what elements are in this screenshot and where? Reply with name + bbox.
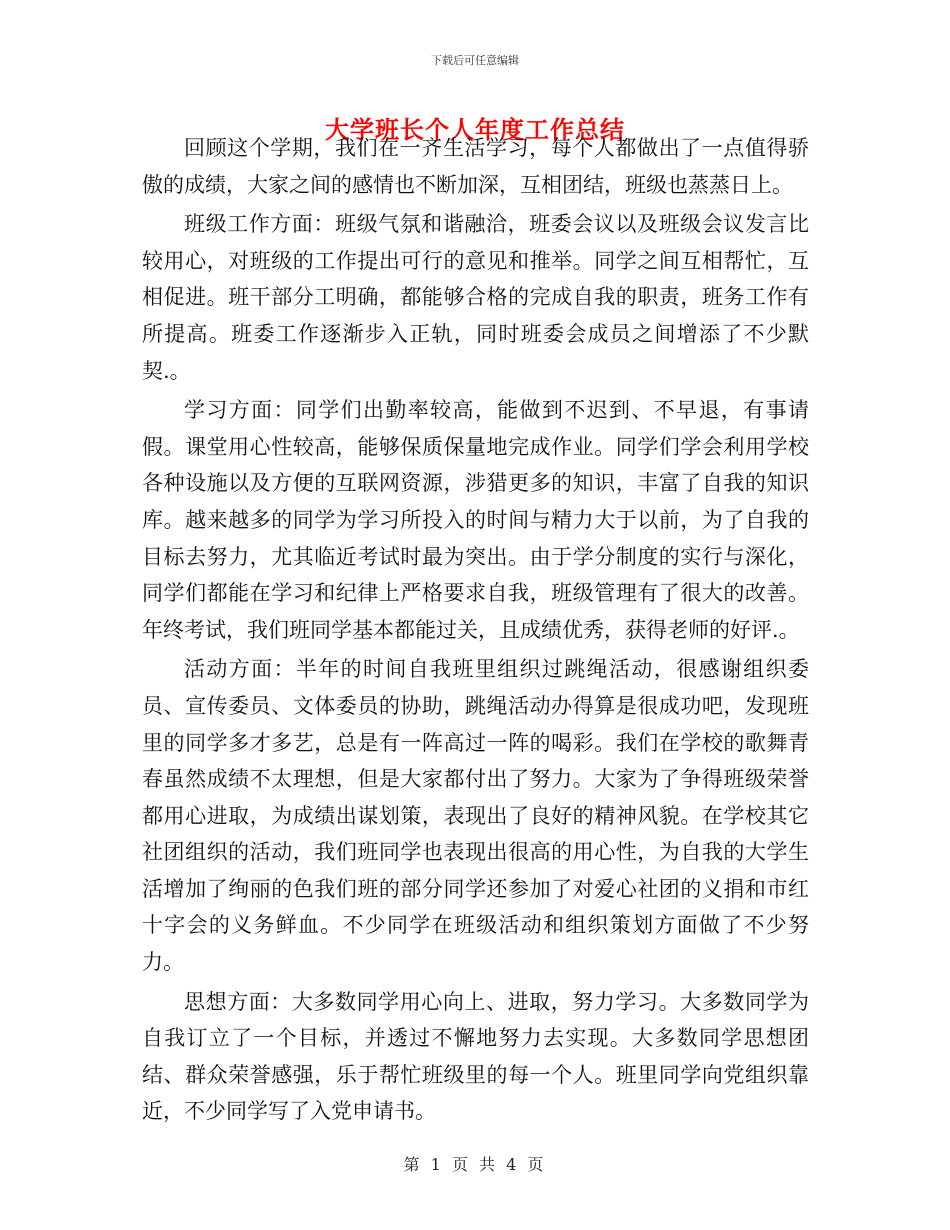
paragraph-thought: 思想方面：大多数同学用心向上、进取，努力学习。大多数同学为自我订立了一个目标，并透过不懈地努力去实现。大多数同学思想团结、群众荣誉感强，乐于帮忙班级里的每一个人。班里同学向党组织靠近，不少同学写了入党申请书。 (142, 989, 809, 1124)
paragraph-activities: 活动方面：半年的时间自我班里组织过跳绳活动，很感谢组织委员、宣传委员、文体委员的协助，跳绳活动办得算是很成功吧，发现班里的同学多才多艺，总是有一阵高过一阵的喝彩。我们在学校的歌舞青春虽然成绩不太理想，但是大家都付出了努力。大家为了争得班级荣誉都用心进取，为成绩出谋划策，表现出了良好的精神风貌。在学校其它社团组织的活动，我们班同学也表现出很高的用心性，为自我的大学生活增加了绚丽的色我们班的部分同学还参加了对爱心社团的义捐和市红十字会的义务鲜血。不少同学在班级活动和组织策划方面做了不少努力。 (142, 657, 809, 975)
paragraph-intro: 回顾这个学期，我们在一齐生活学习，每个人都做出了一点值得骄傲的成绩，大家之间的感情也不断加深，互相团结，班级也蒸蒸日上。 (142, 136, 809, 197)
page-number: 第 1 页 共 4 页 (403, 1155, 547, 1174)
document-body (142, 130, 809, 1133)
paragraph-class-work: 班级工作方面：班级气氛和谐融洽，班委会议以及班级会议发言比较用心，对班级的工作提出可行的意见和推举。同学之间互相帮忙，互相促进。班干部分工明确，都能够合格的完成自我的职责，班务工作有所提高。班委工作逐渐步入正轨，同时班委会成员之间增添了不少默契.。 (142, 212, 809, 383)
header-note: 下载后可任意编辑 (431, 54, 519, 67)
paragraph-study: 学习方面：同学们出勤率较高，能做到不迟到、不早退，有事请假。课堂用心性较高，能够保质保量地完成作业。同学们学会利用学校各种设施以及方便的互联网资源，涉猎更多的知识，丰富了自我的知识库。越来越多的同学为学习所投入的时间与精力大于以前，为了自我的目标去努力，尤其临近考试时最为突出。由于学分制度的实行与深化，同学们都能在学习和纪律上严格要求自我，班级管理有了很大的改善。年终考试，我们班同学基本都能过关，且成绩优秀，获得老师的好评.。 (142, 398, 809, 642)
document-title: 大学班长个人年度工作总结 (325, 115, 625, 144)
